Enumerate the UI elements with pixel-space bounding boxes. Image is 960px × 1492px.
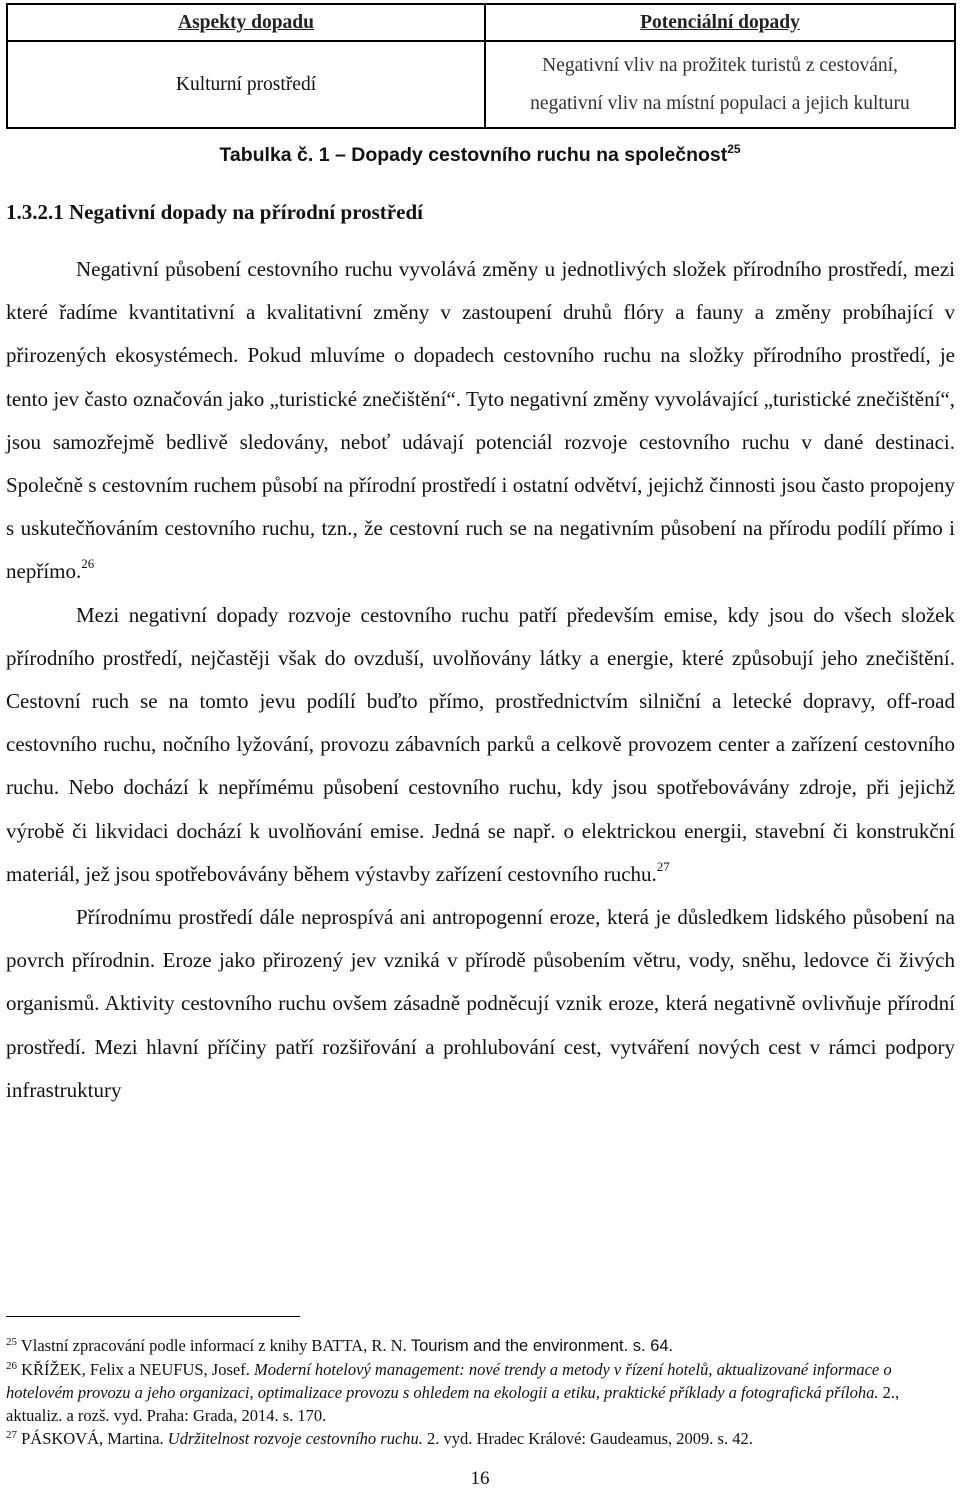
footnote-author: PÁSKOVÁ, Martina.	[21, 1429, 164, 1448]
page-number: 16	[470, 1468, 490, 1489]
paragraph	[6, 896, 955, 1112]
footnote-text: 2., aktualiz. a rozš. vyd. Praha: Grada, 2014. s. 170.	[6, 1383, 900, 1425]
footnote-text: Tourism and the environment. s. 64.	[410, 1337, 674, 1355]
footnote-text: Vlastní zpracování podle informací z knihy BATTA, R. N.	[20, 1336, 407, 1355]
paragraph-2-text: Mezi negativní dopady rozvoje cestovního ruchu patří především emise, kdy jsou do všech složek přírodního prostředí, nejčastěji však do ovzduší, uvolňovány látky a energie, které způsobují jeho znečištění. Cestovní ruch se na tomto jevu podílí buďto přímo, prostřednictvím silniční a letecké dopravy, off-road cestovního ruchu, nočního lyžování, provozu zábavních parků a celkově provozem center a zařízení cestovního ruchu. Nebo dochází k nepřímému působení cestovního ruchu, kdy jsou spotřebovávány zdroje, při jejichž výrobě či likvidaci dochází k uvolňování emise. Jedná se např. o elektrickou energii, stavební či konstrukční materiál, jež jsou spotřebovávány během výstavby zařízení cestovního ruchu.	[6, 602, 955, 886]
impact-line-1: Negativní vliv na prožitek turistů z cestování,	[542, 54, 898, 76]
impacts-table	[6, 3, 956, 129]
footnote-ref-27: 27	[656, 858, 670, 874]
header-impacts: Potenciální dopady	[640, 11, 800, 33]
footnote-number: 27	[6, 1429, 17, 1441]
footnote-title: Udržitelnost rozvoje cestovního ruchu.	[167, 1429, 423, 1448]
body-text	[6, 248, 955, 1112]
table-header-cell	[485, 4, 955, 41]
paragraph-3-text: Přírodnímu prostředí dále neprospívá ani antropogenní eroze, která je důsledkem lidského působení na povrch přírodnin. Eroze jako přirozený jev vzniká v přírodě působením větru, vody, sněhu, ledovce či živých organismů. Aktivity cestovního ruchu ovšem zásadně podněcují vznik eroze, která negativně ovlivňuje přírodní prostředí. Mezi hlavní příčiny patří rozšiřování a prohlubování cest, vytváření nových cest v rámci podpory infrastruktury	[6, 905, 955, 1102]
footnote-title: Moderní hotelový management: nové trendy a metody v řízení hotelů, aktualizované informace o hotelovém provozu a jeho organizaci, optimalizace provozu s ohledem na ekologii a etiku, praktické příklady a fotografická příloha.	[6, 1360, 892, 1402]
impact-line-2: negativní vliv na místní populaci a jejich kulturu	[530, 92, 910, 114]
footnote-separator	[6, 1316, 300, 1317]
footnote-number: 25	[6, 1336, 17, 1348]
section-heading: 1.3.2.1 Negativní dopady na přírodní prostředí	[6, 200, 423, 224]
footnote-number: 26	[6, 1360, 17, 1372]
footnote-ref-26: 26	[81, 556, 95, 572]
table-header-cell	[7, 4, 485, 41]
table-caption	[0, 142, 960, 167]
footnote-author: KŘÍŽEK, Felix a NEUFUS, Josef.	[21, 1360, 250, 1379]
footnote-text: 2. vyd. Hradec Králové: Gaudeamus, 2009. s. 42.	[427, 1429, 753, 1448]
table-cell-aspect: Kulturní prostředí	[7, 41, 485, 128]
caption-text: Tabulka č. 1 – Dopady cestovního ruchu na společnost	[219, 144, 728, 166]
paragraph-1-text: Negativní působení cestovního ruchu vyvolává změny u jednotlivých složek přírodního prostředí, mezi které řadíme kvantitativní a kvalitativní změny v zastoupení druhů flóry a fauny a změny probíhající v přirozených ekosystémech. Pokud mluvíme o dopadech cestovního ruchu na složky přírodního prostředí, je tento jev často označován jako „turistické znečištění“. Tyto negativní změny vyvolávající „turistické znečištění“, jsou samozřejmě bedlivě sledovány, neboť udávají potenciál rozvoje cestovního ruchu v dané destinaci. Společně s cestovním ruchem působí na přírodní prostředí i ostatní odvětví, jejichž činnosti jsou často propojeny s uskutečňováním cestovního ruchu, tzn., že cestovní ruch se na negativním působení na přírodu podílí přímo i nepřímo.	[6, 257, 955, 584]
table-row	[7, 41, 955, 128]
footnote-25	[6, 1334, 951, 1358]
paragraph	[6, 248, 955, 594]
footnotes	[6, 1334, 951, 1450]
footnote-27	[6, 1427, 951, 1450]
paragraph	[6, 594, 955, 896]
caption-footnote-ref: 25	[727, 142, 741, 156]
footnote-26	[6, 1358, 951, 1427]
table-cell-impact	[485, 41, 955, 128]
table-header-row	[7, 4, 955, 41]
header-aspects: Aspekty dopadu	[177, 11, 314, 33]
